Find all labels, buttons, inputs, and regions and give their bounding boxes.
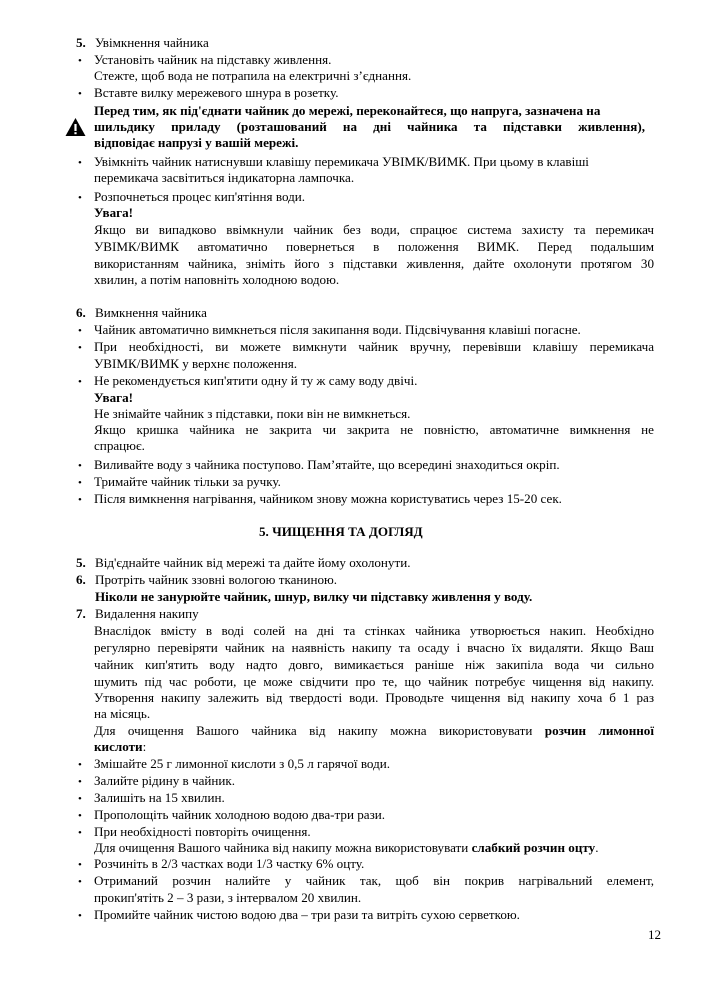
vinegar-line bbox=[94, 840, 598, 856]
descaling-line-3: чайник кип'ятить воду надто довго, вимикається раніше ніж закипіла вода чи сильно bbox=[94, 657, 654, 672]
period: . bbox=[595, 840, 599, 855]
citric-step-1: Змішайте 25 г лимонної кислоти з 0,5 л гарячої води. bbox=[94, 756, 391, 771]
citric-step-5: При необхідності повторіть очищення. bbox=[94, 824, 311, 839]
s6-bullet-6: Після вимкнення нагрівання, чайником знову можна користуватись через 15-20 сек. bbox=[94, 491, 562, 506]
bullet-icon: • bbox=[78, 810, 82, 822]
item-6-text: Протріть чайник ззовні вологою тканиною. bbox=[95, 572, 338, 587]
s5-bullet-1-line-1: Установіть чайник на підставку живлення. bbox=[94, 52, 332, 67]
bullet-icon: • bbox=[78, 776, 82, 788]
bullet-icon: • bbox=[78, 55, 82, 67]
citric-acid-emphasis: розчин лимонної bbox=[544, 723, 654, 738]
vinegar-step-3: Промийте чайник чистою водою два – три рази та витріть сухою серветкою. bbox=[94, 907, 520, 922]
citric-step-3: Залишіть на 15 хвилин. bbox=[94, 790, 225, 805]
s5-attention-label: Увага! bbox=[94, 205, 134, 220]
vinegar-text: Для очищення Вашого чайника від накипу можна використовувати bbox=[94, 840, 469, 855]
colon: : bbox=[142, 739, 147, 754]
s6-bullet-3: Не рекомендується кип'ятити одну й ту ж саму воду двічі. bbox=[94, 373, 418, 388]
section-6-number: 6. bbox=[76, 305, 86, 320]
bullet-icon: • bbox=[78, 477, 82, 489]
vinegar-step-2-line-2: прокип'ятіть 2 – 3 рази, з інтервалом 20 хвилин. bbox=[94, 890, 362, 905]
s6-bullet-1: Чайник автоматично вимкнеться після закипання води. Підсвічування клавіші погасне. bbox=[94, 322, 581, 337]
citric-acid-line-2 bbox=[94, 739, 146, 755]
s5-note-line-2: УВІМК/ВИМК автоматично повернеться в положення ВИМК. Перед подальшим bbox=[94, 239, 654, 254]
item-5-text: Від'єднайте чайник від мережі та дайте йому охолонути. bbox=[95, 555, 411, 570]
s5-bullet-3-line-1: Увімкніть чайник натиснувши клавішу перемикача УВІМК/ВИМК. При цьому в клавіші bbox=[94, 154, 589, 169]
warning-line-3: відповідає напрузі у вашій мережі. bbox=[94, 135, 299, 150]
page-number: 12 bbox=[648, 927, 662, 942]
s5-note-line-1: Якщо ви випадково ввімкнули чайник без води, спрацює система захисту та перемикач bbox=[94, 222, 654, 237]
descaling-line-6: на місяць. bbox=[94, 706, 151, 721]
bullet-icon: • bbox=[78, 460, 82, 472]
s5-bullet-2: Вставте вилку мережевого шнура в розетку. bbox=[94, 85, 339, 100]
s5-bullet-1-line-2: Стежте, щоб вода не потрапила на електричні з’єднання. bbox=[94, 68, 412, 83]
bullet-icon: • bbox=[78, 793, 82, 805]
s5-note-line-4: хвилин, а потім наповніть холодною водою. bbox=[94, 272, 340, 287]
bullet-icon: • bbox=[78, 376, 82, 388]
s5-bullet-3-line-2: перемикача засвітиться індикаторна лампочка. bbox=[94, 170, 355, 185]
item-6-warning: Ніколи не занурюйте чайник, шнур, вилку чи підставку живлення у воду. bbox=[95, 589, 533, 604]
s6-note-line-3: спрацює. bbox=[94, 438, 145, 453]
warning-triangle-icon bbox=[65, 117, 86, 137]
bullet-icon: • bbox=[78, 859, 82, 871]
vinegar-step-2-line-1: Отриманий розчин налийте у чайник так, щоб він покрив нагрівальний елемент, bbox=[94, 873, 654, 888]
vinegar-emphasis: слабкий розчин оцту bbox=[471, 840, 596, 855]
descaling-line-1: Внаслідок вмісту в воді солей на дні та стінках чайника утворюється накип. Необхідно bbox=[94, 623, 654, 638]
descaling-line-5: Утворення накипу залежить від твердості води. Проводьте чищення від накипу хоча б 1 раз bbox=[94, 690, 654, 705]
bullet-icon: • bbox=[78, 88, 82, 100]
s5-bullet-4: Розпочнеться процес кип'ятіння води. bbox=[94, 189, 306, 204]
descaling-line-4: шумить під час роботи, це може свідчити про те, що чайник потребує чищення від накипу. bbox=[94, 674, 654, 689]
citric-step-4: Прополощіть чайник холодною водою два-три рази. bbox=[94, 807, 386, 822]
citric-acid-line bbox=[94, 723, 654, 739]
item-7-number: 7. bbox=[76, 606, 86, 621]
section-6-heading: Вимкнення чайника bbox=[95, 305, 207, 320]
bullet-icon: • bbox=[78, 325, 82, 337]
bullet-icon: • bbox=[78, 876, 82, 888]
citric-step-2: Залийте рідину в чайник. bbox=[94, 773, 236, 788]
bullet-icon: • bbox=[78, 827, 82, 839]
descaling-line-2: регулярно перевіряти чайник на наявність накипу та осаду і вчасно їх видаляти. Якщо Ваш bbox=[94, 640, 654, 655]
s6-bullet-2-line-1: При необхідності, ви можете вимкнути чайник вручну, перевівши клавішу перемикача bbox=[94, 339, 654, 354]
warning-line-1: Перед тим, як під'єднати чайник до мережі, переконайтеся, що напруга, зазначена на bbox=[94, 103, 601, 118]
s5-note-line-3: використанням чайника, зніміть його з підставки живлення, дайте охолонути протягом 30 bbox=[94, 256, 654, 271]
s6-note-line-2: Якщо кришка чайника не закрита чи закрита не повністю, автоматичне вимкнення не bbox=[94, 422, 654, 437]
section-title: 5. ЧИЩЕННЯ ТА ДОГЛЯД bbox=[259, 524, 423, 539]
bullet-icon: • bbox=[78, 910, 82, 922]
bullet-icon: • bbox=[78, 342, 82, 354]
vinegar-step-1: Розчиніть в 2/3 частках води 1/3 частку 6% оцту. bbox=[94, 856, 365, 871]
section-5-heading: Увімкнення чайника bbox=[95, 35, 209, 50]
item-6-number: 6. bbox=[76, 572, 86, 587]
bullet-icon: • bbox=[78, 192, 82, 204]
s6-attention-label: Увага! bbox=[94, 390, 134, 405]
s6-bullet-4: Виливайте воду з чайника поступово. Пам’ятайте, що всередині знаходиться окріп. bbox=[94, 457, 560, 472]
item-7-heading: Видалення накипу bbox=[95, 606, 199, 621]
bullet-icon: • bbox=[78, 759, 82, 771]
citric-acid-emphasis-2: кислоти bbox=[94, 739, 143, 754]
item-5-number: 5. bbox=[76, 555, 86, 570]
section-5-number: 5. bbox=[76, 35, 86, 50]
warning-line-2: шильдику приладу (розташований на дні чайника та підставки живлення), bbox=[94, 119, 645, 134]
s6-bullet-5: Тримайте чайник тільки за ручку. bbox=[94, 474, 281, 489]
s6-note-line-1: Не знімайте чайник з підставки, поки він не вимкнеться. bbox=[94, 406, 411, 421]
bullet-icon: • bbox=[78, 157, 82, 169]
citric-acid-text: Для очищення Вашого чайника від накипу можна використовувати bbox=[94, 723, 533, 738]
s6-bullet-2-line-2: УВІМК/ВИМК у верхнє положення. bbox=[94, 356, 298, 371]
bullet-icon: • bbox=[78, 494, 82, 506]
